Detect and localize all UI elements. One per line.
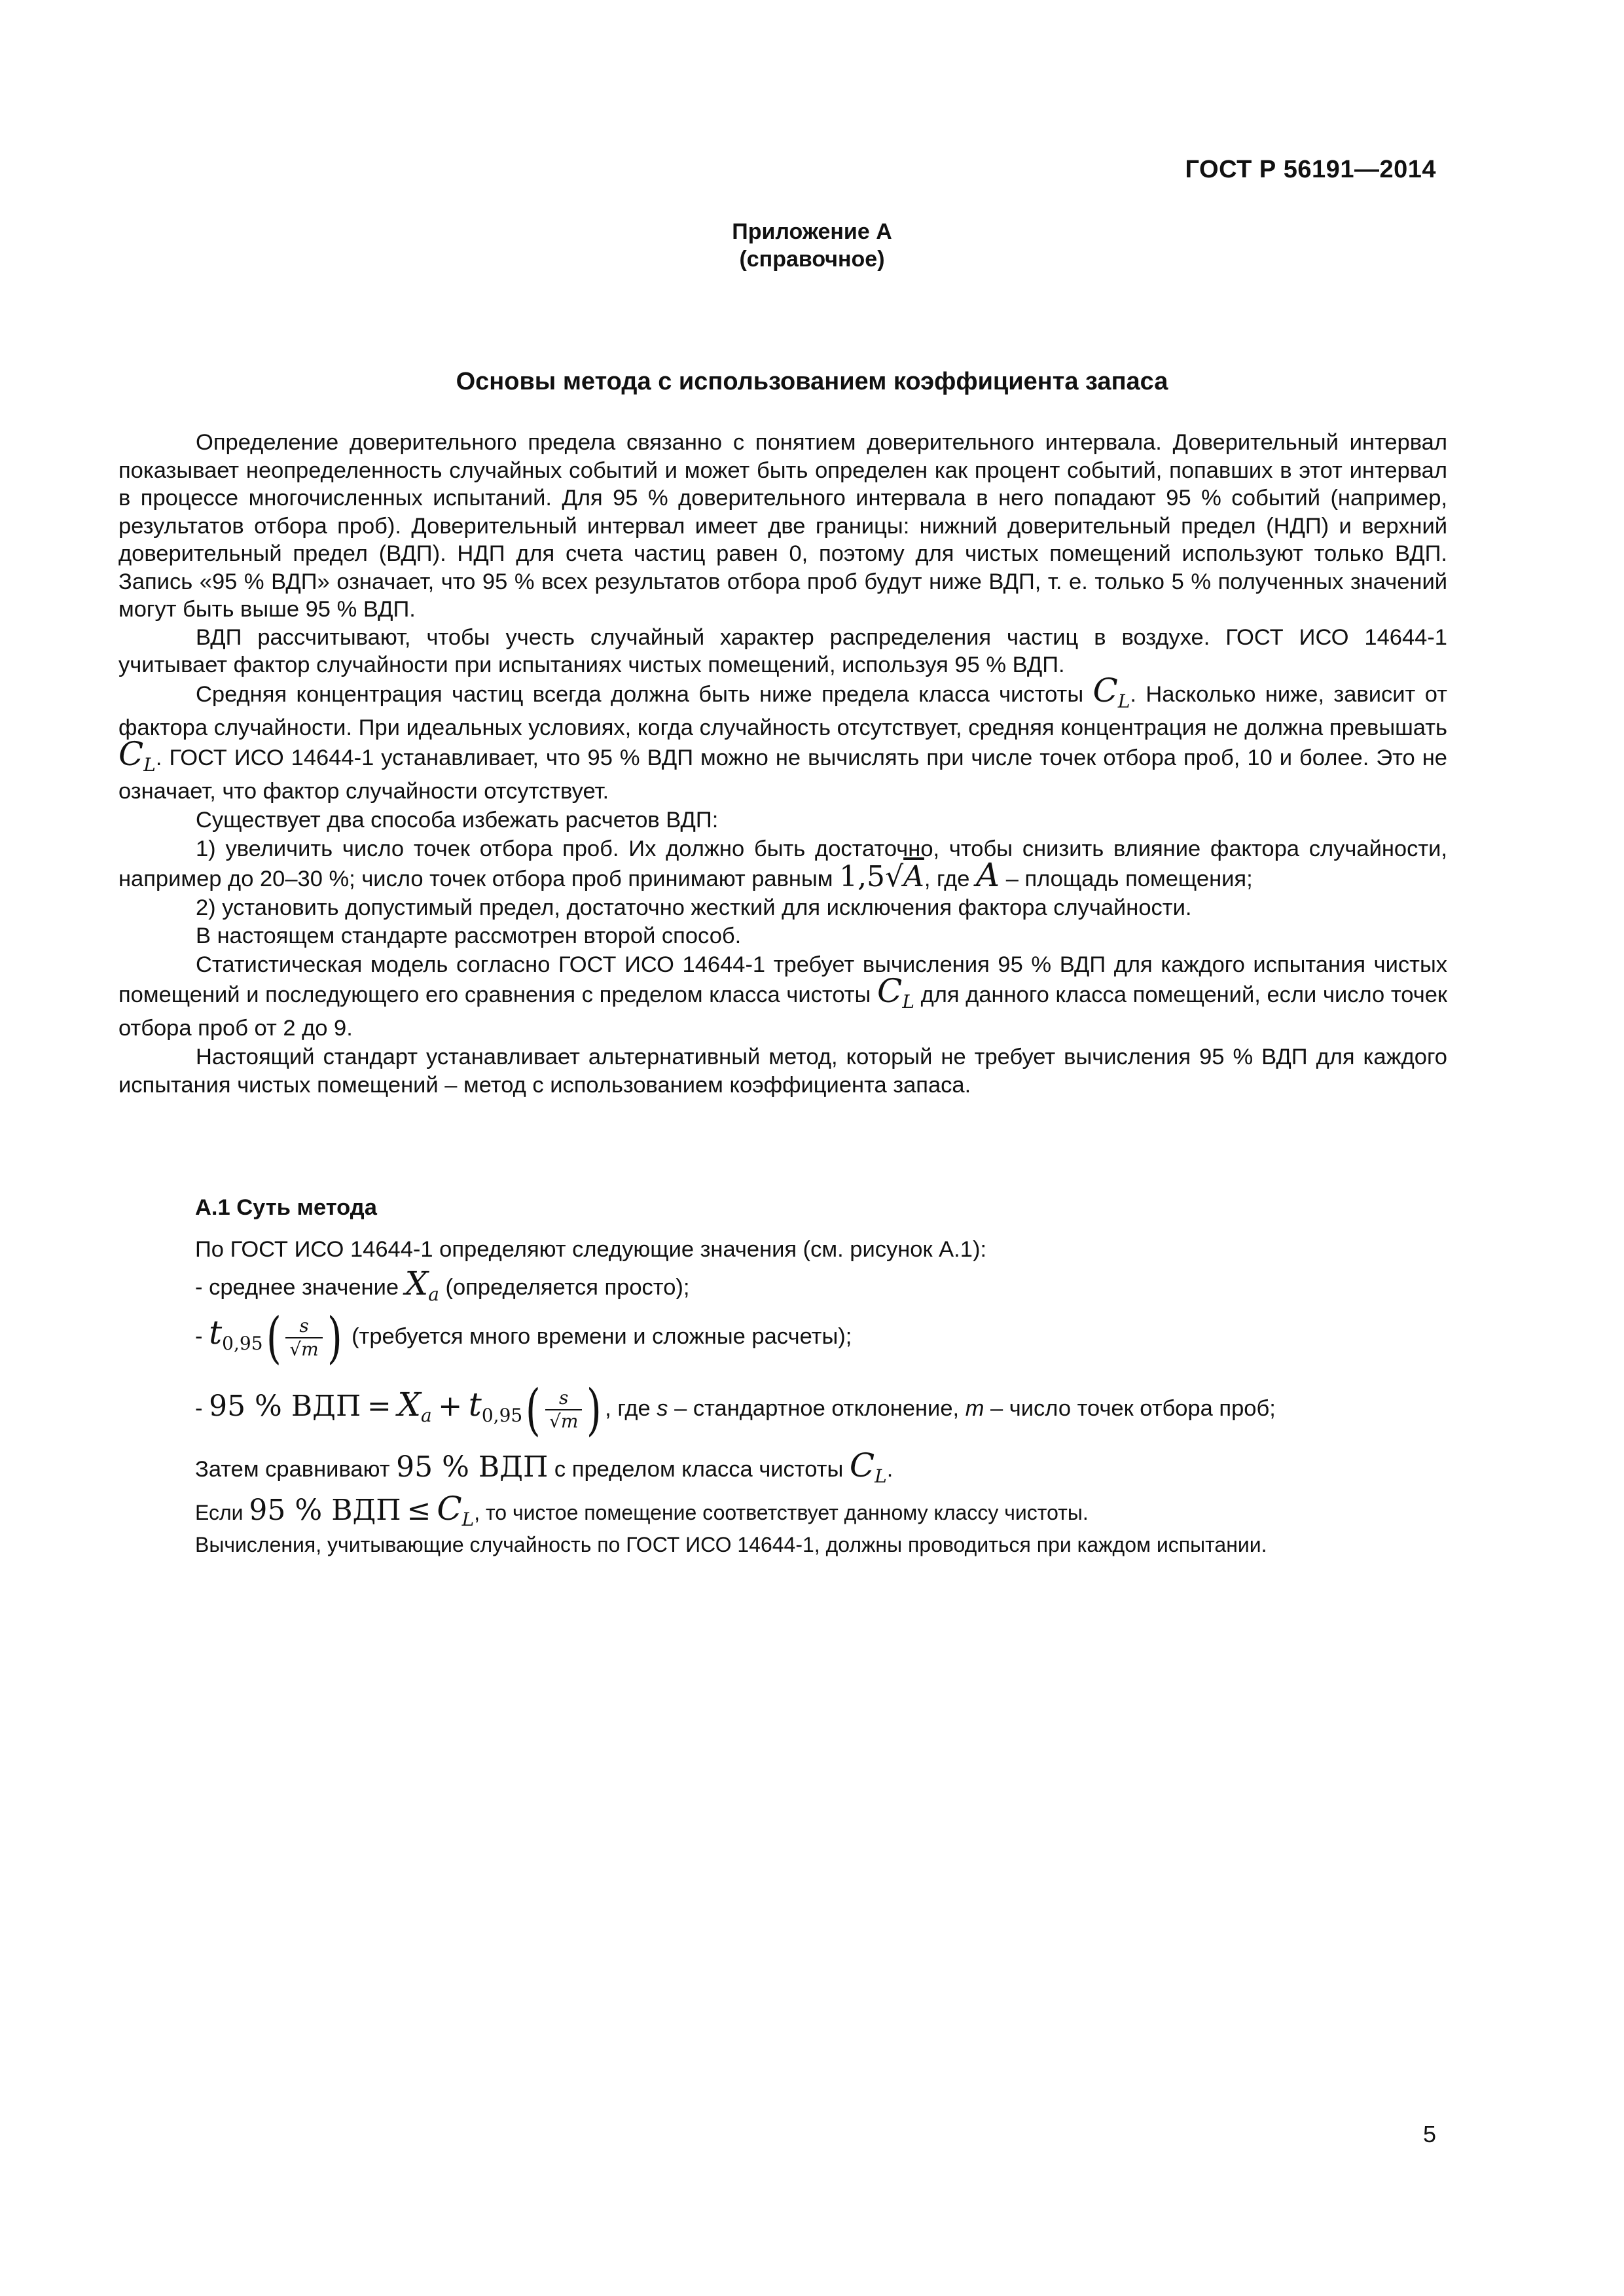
annex-label: Приложение А (732, 219, 892, 244)
section-title: Основы метода с использованием коэффициента запаса (456, 368, 1168, 395)
paragraph-vdp-purpose: ВДП рассчитывают, чтобы учесть случайный характер распределения частиц в воздухе. ГОСТ ИСО 14644-1 учитывает фактор случайности при испытаниях чистых помещений, используя 95 % ВДП. (118, 624, 1447, 677)
paragraph-statistical-model: Статистическая модель согласно ГОСТ ИСО 14644-1 требует вычисления 95 % ВДП для каждого испытания чистых помещений и последующего его сравнения с пределом класса чистоты $C_L$ для данного класса помещений, если число точек отбора проб от 2 до 9. (118, 952, 1447, 1041)
final-line: Вычисления, учитывающие случайность по ГОСТ ИСО 14644-1, должны проводиться при каждом испытании. (195, 1533, 1267, 1556)
xa-symbol: $X_a$ (405, 1265, 439, 1305)
paragraph-way-1: 1) увеличить число точек отбора проб. Их должно быть достаточно, чтобы снизить влияние фактора случайности, например до 20–30 %; число точек отбора проб принимают равным 1,5√A, где A – площадь помещения; (118, 836, 1447, 894)
paragraph-two-ways: Существует два способа избежать расчетов ВДП: (196, 807, 719, 833)
t-symbol: $t_{0,95}$ (468, 1386, 523, 1427)
annex-type: (справочное) (739, 247, 885, 272)
item-vdp-formula: - 95 % ВДП = $X_a + t_{0,95}$( $\frac{s}{√m}$ ) , где s – стандартное отклонение, m – число точек отбора проб; (195, 1378, 1276, 1442)
paragraph-way-2: 2) установить допустимый предел, достаточно жесткий для исключения фактора случайности. (196, 895, 1192, 920)
intro-line: По ГОСТ ИСО 14644-1 определяют следующие значения (см. рисунок А.1): (195, 1237, 987, 1262)
item-mean-value: - среднее значение $X_a$ (определяется просто); (195, 1265, 690, 1305)
cl-symbol: $C_L$ (1092, 671, 1130, 712)
cl-symbol: $C_L$ (877, 972, 914, 1013)
paragraph-alternative-method: Настоящий стандарт устанавливает альтернативный метод, который не требует вычисления 95 % ВДП для каждого испытания чистых помещений – метод с использованием коэффициента запаса. (118, 1045, 1447, 1098)
paragraph-confidence-limit: Определение доверительного предела связанно с понятием доверительного интервала. Доверительный интервал показывает неопределенность случайных событий и может быть определен как процент событий, попавших в этот интервал в процессе многочисленных испытаний. Для 95 % доверительного интервала в него попадают 95 % событий (например, результатов отбора проб). Доверительный интервал имеет две границы: нижний доверительный предел (НДП) и верхний доверительный предел (ВДП). НДП для счета частиц равен 0, поэтому для чистых помещений используют только ВДП. Запись «95 % ВДП» означает, что 95 % всех результатов отбора проб будут ниже ВДП, т. е. только 5 % полученных значений могут быть выше 95 % ВДП. (118, 430, 1447, 622)
paragraph-mean-concentration: Средняя концентрация частиц всегда должна быть ниже предела класса чистоты $C_L$. Насколько ниже, зависит от фактора случайности. При идеальных условиях, когда случайность отсутствует, средняя концентрация не должна превышать $C_L$. ГОСТ ИСО 14644-1 устанавливает, что 95 % ВДП можно не вычислять при числе точек отбора проб, 10 и более. Это не означает, что фактор случайности отсутствует. (118, 671, 1447, 804)
t-symbol: $t_{0,95}$ (209, 1314, 263, 1355)
paragraph-second-way: В настоящем стандарте рассмотрен второй способ. (196, 923, 742, 948)
vdp95-label: 95 % ВДП (209, 1390, 361, 1424)
condition-line: Если 95 % ВДП ≤ $C_L$, то чистое помещение соответствует данному классу чистоты. (195, 1490, 1089, 1530)
vdp95-label: 95 % ВДП (249, 1494, 401, 1527)
page-number: 5 (1422, 2121, 1436, 2147)
compare-line: Затем сравнивают 95 % ВДП с пределом класса чистоты $C_L$. (195, 1446, 893, 1487)
sqrt-formula: 1,5√A (839, 860, 924, 893)
body-text (118, 429, 1447, 1099)
area-symbol: A (976, 856, 1000, 894)
vdp95-label: 95 % ВДП (396, 1450, 549, 1484)
cl-symbol: $C_L$ (118, 734, 156, 776)
cl-symbol: $C_L$ (849, 1446, 887, 1487)
annex-heading (0, 218, 1624, 273)
s-over-sqrt-m: $\frac{s}{√m}$ (285, 1315, 322, 1361)
cl-symbol: $C_L$ (437, 1490, 475, 1530)
xa-symbol: $X_a$ (397, 1386, 432, 1427)
s-over-sqrt-m: $\frac{s}{√m}$ (545, 1387, 582, 1433)
document-code: ГОСТ Р 56191—2014 (1185, 156, 1436, 183)
item-t-term: - $t_{0,95}$( $\frac{s}{√m}$ ) (требуется много времени и сложные расчеты); (195, 1306, 852, 1370)
subsection-title: А.1 Суть метода (195, 1195, 377, 1220)
